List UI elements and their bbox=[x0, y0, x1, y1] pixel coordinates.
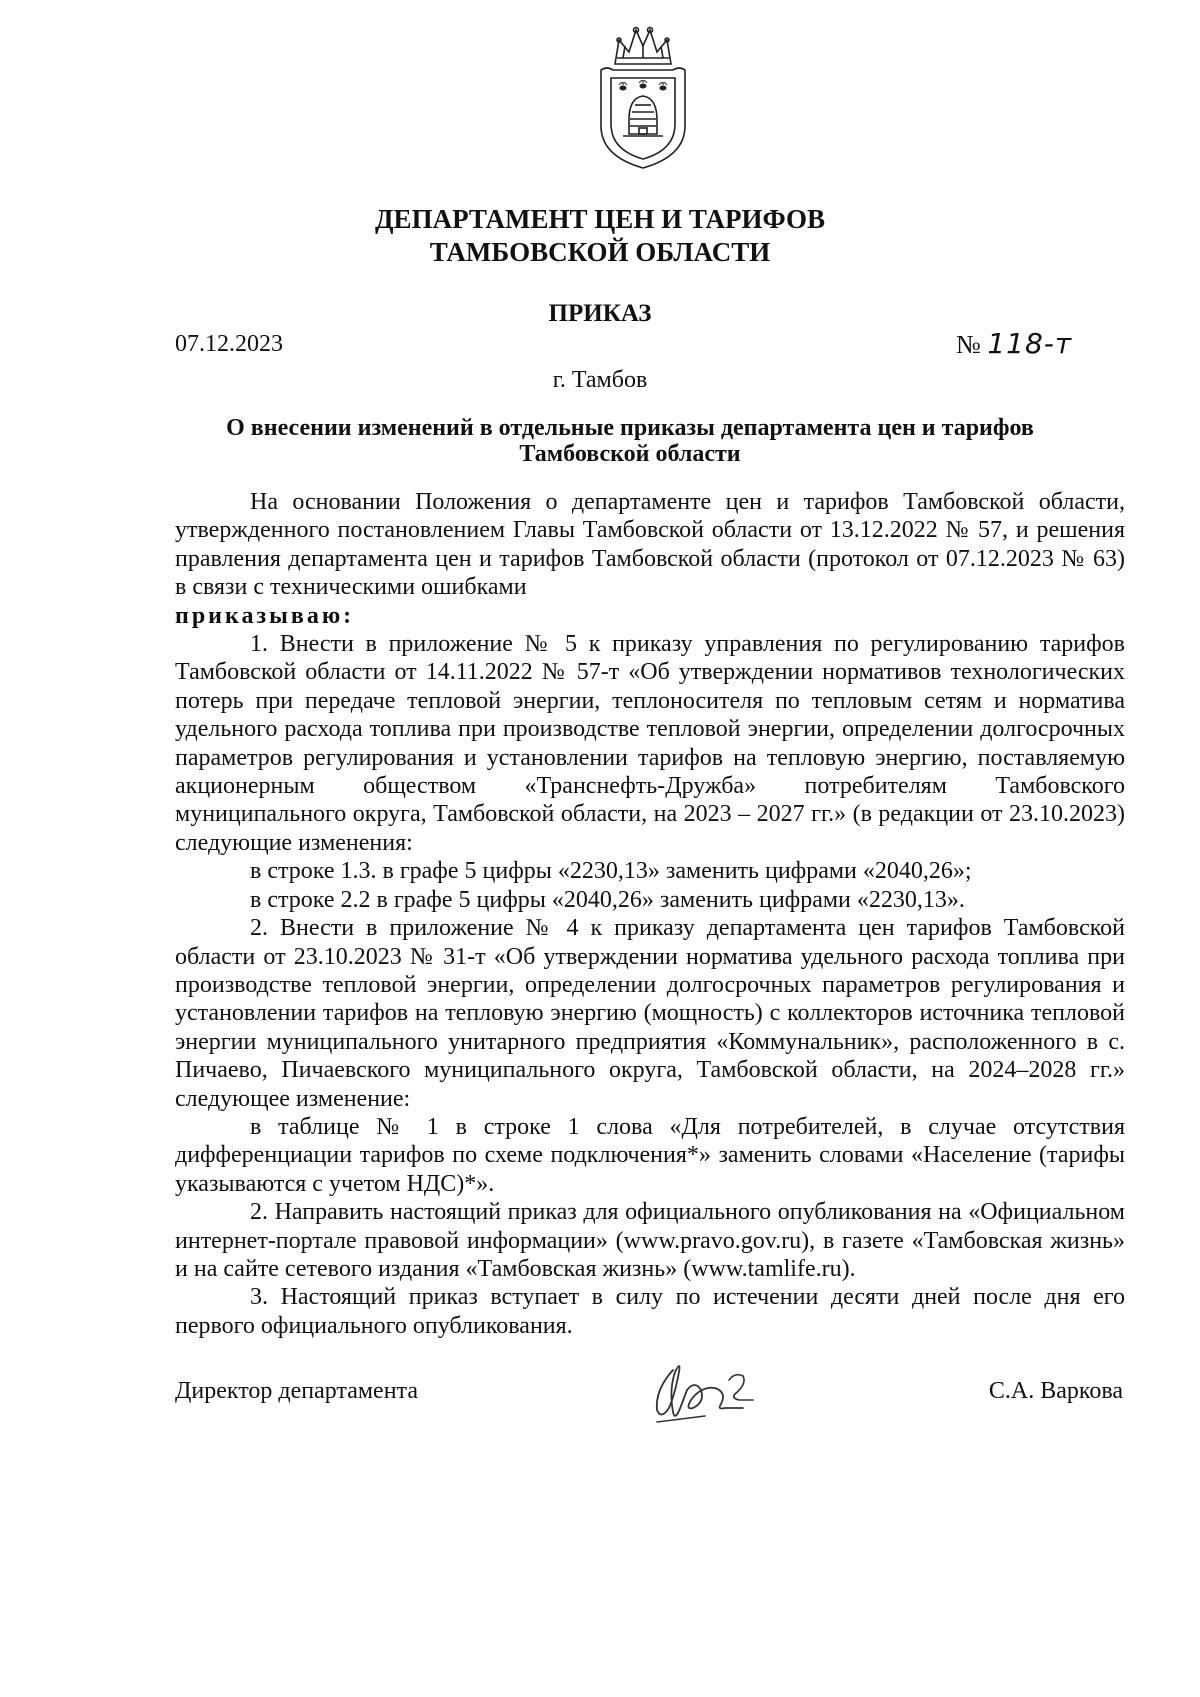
intro-paragraph bbox=[175, 488, 1125, 602]
document-type: ПРИКАЗ bbox=[548, 300, 652, 327]
paragraph-2: 2. Внести в приложение № 4 к приказу департамента цен тарифов Тамбовской области от 23.10.2023 № 31-т «Об утверждении норматива удельного расхода топлива при производстве тепловой энергии, определении долгосрочных параметров регулирования и установлении тарифов на тепловую энергию (мощность) с коллекторов источника тепловой энергии муниципального унитарного предприятия «Коммунальник», расположенного в с. Пичаево, Пичаевского муниципального округа, Тамбовской области, на 2024–2028 гг.» следующее изменение: bbox=[175, 915, 1125, 1112]
document-city: г. Тамбов bbox=[552, 367, 648, 393]
handwritten-signature-icon bbox=[635, 1350, 785, 1430]
paragraph-1-item-b: в строке 2.2 в графе 5 цифры «2040,26» заменить цифрами «2230,13». bbox=[250, 886, 965, 913]
paragraph-1: 1. Внести в приложение № 5 к приказу управления по регулированию тарифов Тамбовской области от 14.11.2022 № 57-т «Об утверждении нормативов технологических потерь при передаче тепловой энергии, теплоносителя по тепловым сетям и норматива удельного расхода топлива при производстве тепловой энергии, определении долгосрочных параметров регулирования и установлении тарифов на тепловую энергию, поставляемую акционерным обществом «Транснефть-Дружба» потребителям Тамбовского муниципального округа, Тамбовской области, на 2023 – 2027 гг.» (в редакции от 23.10.2023) следующие изменения: bbox=[175, 631, 1125, 856]
tambov-coat-of-arms-icon bbox=[593, 22, 693, 172]
paragraph-4: 3. Настоящий приказ вступает в силу по истечении десяти дней после дня его первого официального опубликования. bbox=[175, 1284, 1125, 1339]
intro-text: На основании Положения о департаменте цен и тарифов Тамбовской области, утвержденного постановлением Главы Тамбовской области от 13.12.2022 № 57, и решения правления департамента цен и тарифов Тамбовской области (протокол от 07.12.2023 № 63) в связи с техническими ошибками bbox=[175, 489, 1125, 601]
document-body bbox=[175, 488, 1125, 1340]
order-colon: : bbox=[343, 602, 352, 629]
organization-name-line2: ТАМБОВСКОЙ ОБЛАСТИ bbox=[429, 237, 771, 267]
signatory-name: С.А. Варкова bbox=[988, 1378, 1123, 1404]
organization-name bbox=[0, 203, 1200, 269]
paragraph-1-item-a: в строке 1.3. в графе 5 цифры «2230,13» заменить цифрами «2040,26»; bbox=[250, 858, 972, 885]
document-subject: О внесении изменений в отдельные приказы департамента цен и тарифов Тамбовской области bbox=[226, 415, 1034, 467]
organization-name-line1: ДЕПАРТАМЕНТ ЦЕН И ТАРИФОВ bbox=[374, 204, 826, 234]
order-word: приказываю bbox=[175, 602, 344, 629]
document-date: 07.12.2023 bbox=[175, 331, 283, 357]
order-line bbox=[175, 602, 1125, 630]
handwritten-number: 118-т bbox=[987, 327, 1073, 360]
number-sign: № bbox=[956, 330, 981, 359]
signature-block bbox=[175, 1375, 1125, 1465]
document-number bbox=[956, 327, 1072, 360]
signatory-title: Директор департамента bbox=[175, 1378, 418, 1404]
paragraph-2-item-a: в таблице № 1 в строке 1 слова «Для потребителей, в случае отсутствия дифференциации тарифов по схеме подключения*» заменить словами «Население (тарифы указываются с учетом НДС)*». bbox=[175, 1113, 1125, 1197]
paragraph-3: 2. Направить настоящий приказ для официального опубликования на «Официальном интернет-портале правовой информации» (www.pravo.gov.ru), в газете «Тамбовская жизнь» и на сайте сетевого издания «Тамбовская жизнь» (www.tamlife.ru). bbox=[175, 1199, 1125, 1282]
